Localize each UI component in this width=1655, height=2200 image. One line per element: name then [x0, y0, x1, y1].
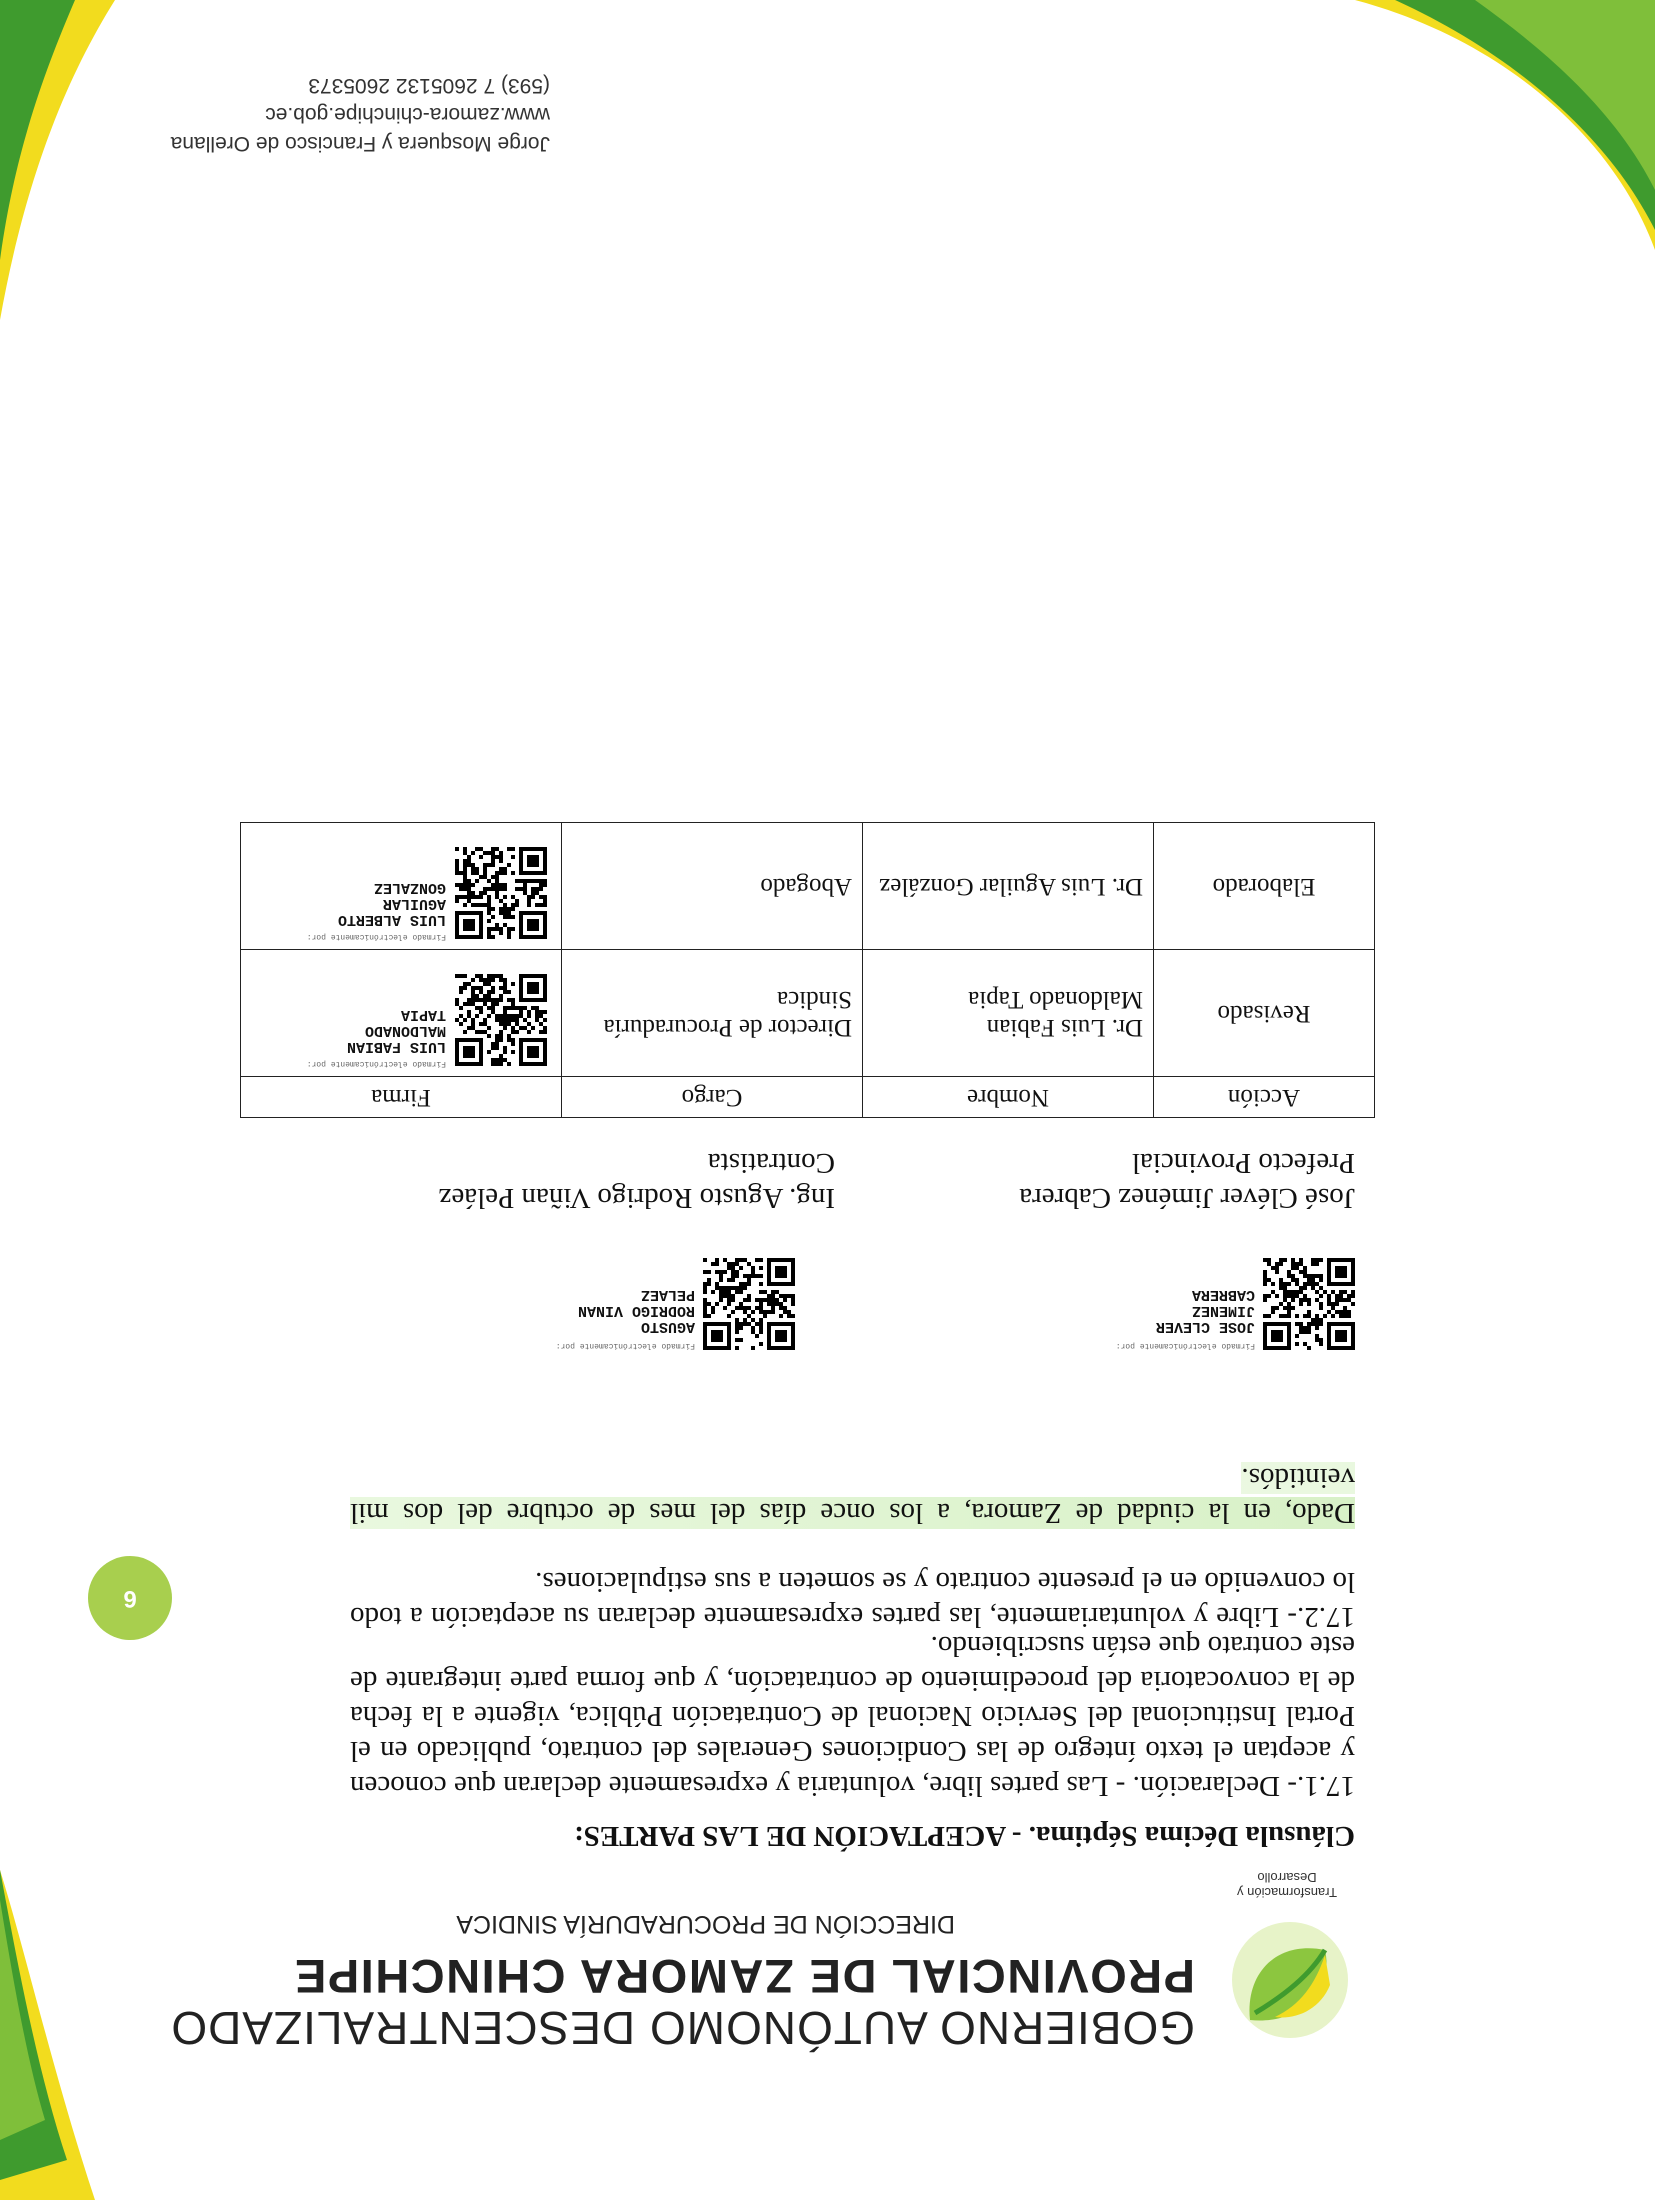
- signature-qr-name: LUIS ALBERTO AGUILAR GONZALEZ: [337, 879, 446, 928]
- clause-title: Cláusula Décima Séptima. - ACEPTACIÓN DE LAS PARTES:: [574, 1820, 1355, 1852]
- signature-note: Firmado electrónicamente por:: [555, 1341, 695, 1350]
- signature-qr-name: AGUSTO RODRIGO VINAN PELAEZ: [577, 1286, 695, 1335]
- cell-accion: Elaborado: [1154, 823, 1375, 950]
- column-header-nombre: Nombre: [863, 1077, 1154, 1118]
- clause-paragraph-1: 17.1.- Declaración. - Las partes libre, voluntaria y expresamente declaran que conocen y aceptan el texto íntegro de las Condiciones Generales del contrato, publicado en el Portal Institucional del Servicio Nacional de Contratación Pública, vigente a la fecha de la convocatoria del procedimiento de contratación, y que forma parte integrante de este contrato que están suscribiendo.: [350, 1630, 1355, 1802]
- signature-block-contractor: [335, 1230, 795, 1350]
- cell-nombre: Dr. Luis Aguilar González: [863, 823, 1154, 950]
- signer-role: Contratista: [707, 1147, 835, 1179]
- qr-code-icon: [455, 847, 547, 939]
- clause-paragraph-2: 17.2.- Libre y voluntariamente, las partes expresamente declaran su aceptación a todo lo convenido en el presente contrato y se someten a sus estipulaciones.: [350, 1566, 1355, 1633]
- column-header-cargo: Cargo: [562, 1077, 863, 1118]
- table-header-row: [241, 1077, 1375, 1118]
- signer-name: José Cléver Jiménez Cabrera: [1019, 1182, 1355, 1214]
- header-title-line1: GOBIERNO AUTÓNOMO DESCENTRALIZADO: [170, 2002, 1195, 2054]
- brand-tagline: Transformación y Desarrollo: [1237, 1870, 1337, 1900]
- footer-phone: (593) 7 2605132 2605373: [308, 74, 550, 97]
- signature-qr-name: LUIS FABIAN MALDONADO TAPIA: [346, 1006, 446, 1055]
- page-number-badge: 6: [88, 1556, 172, 1640]
- signature-note: Firmado electrónicamente por:: [1115, 1341, 1255, 1350]
- cell-nombre: Dr. Luis Fabian Maldonado Tapia: [863, 950, 1154, 1077]
- signature-block-prefect: [895, 1230, 1355, 1350]
- signer-role: Prefecto Provincial: [1131, 1147, 1355, 1179]
- cell-firma: [241, 823, 562, 950]
- digital-signature: [251, 843, 551, 943]
- digital-signature: [251, 970, 551, 1070]
- cell-cargo: Director de Procuraduría Sindica: [562, 950, 863, 1077]
- cell-accion: Revisado: [1154, 950, 1375, 1077]
- cell-cargo: Abogado: [562, 823, 863, 950]
- signature-note: Firmado electrónicamente por:: [306, 932, 446, 941]
- table-row: [241, 823, 1375, 950]
- signer-name: Ing. Agusto Rodrigo Viñan Peláez: [438, 1182, 835, 1214]
- bottom-right-swoosh-decoration: [0, 0, 175, 320]
- signer-prefect: [1019, 1145, 1355, 1215]
- footer-website: www.zamora-chinchipe.gob.ec: [265, 103, 550, 126]
- header-title-line2: PROVINCIAL DE ZAMORA CHINCHIPE: [293, 1950, 1195, 2003]
- column-header-accion: Acción: [1154, 1077, 1375, 1118]
- column-header-firma: Firma: [241, 1077, 562, 1118]
- clause-paragraph-3: [350, 1460, 1355, 1530]
- signature-note: Firmado electrónicamente por:: [306, 1059, 446, 1068]
- qr-code-icon: [1263, 1258, 1355, 1350]
- approvals-table: [240, 822, 1375, 1118]
- header-department: DIRECCIÓN DE PROCURADURÍA SINDICA: [456, 1910, 955, 1938]
- cell-firma: [241, 950, 562, 1077]
- footer-address: Jorge Mosquera y Francisco de Orellana: [170, 132, 550, 155]
- header-swoosh-decoration: [0, 1870, 95, 2200]
- highlighted-date-text: Dado, en la ciudad de Zamora, a los once días del mes de octubre del dos mil veintidós.: [350, 1462, 1355, 1529]
- table-row: [241, 950, 1375, 1077]
- signature-qr-name: JOSE CLEVER JIMENEZ CABRERA: [1155, 1286, 1255, 1335]
- qr-code-icon: [455, 974, 547, 1066]
- signer-contractor: [439, 1145, 835, 1215]
- footer-swoosh-decoration: [1355, 0, 1655, 250]
- leaf-logo-icon: [1225, 1915, 1355, 2045]
- qr-code-icon: [703, 1258, 795, 1350]
